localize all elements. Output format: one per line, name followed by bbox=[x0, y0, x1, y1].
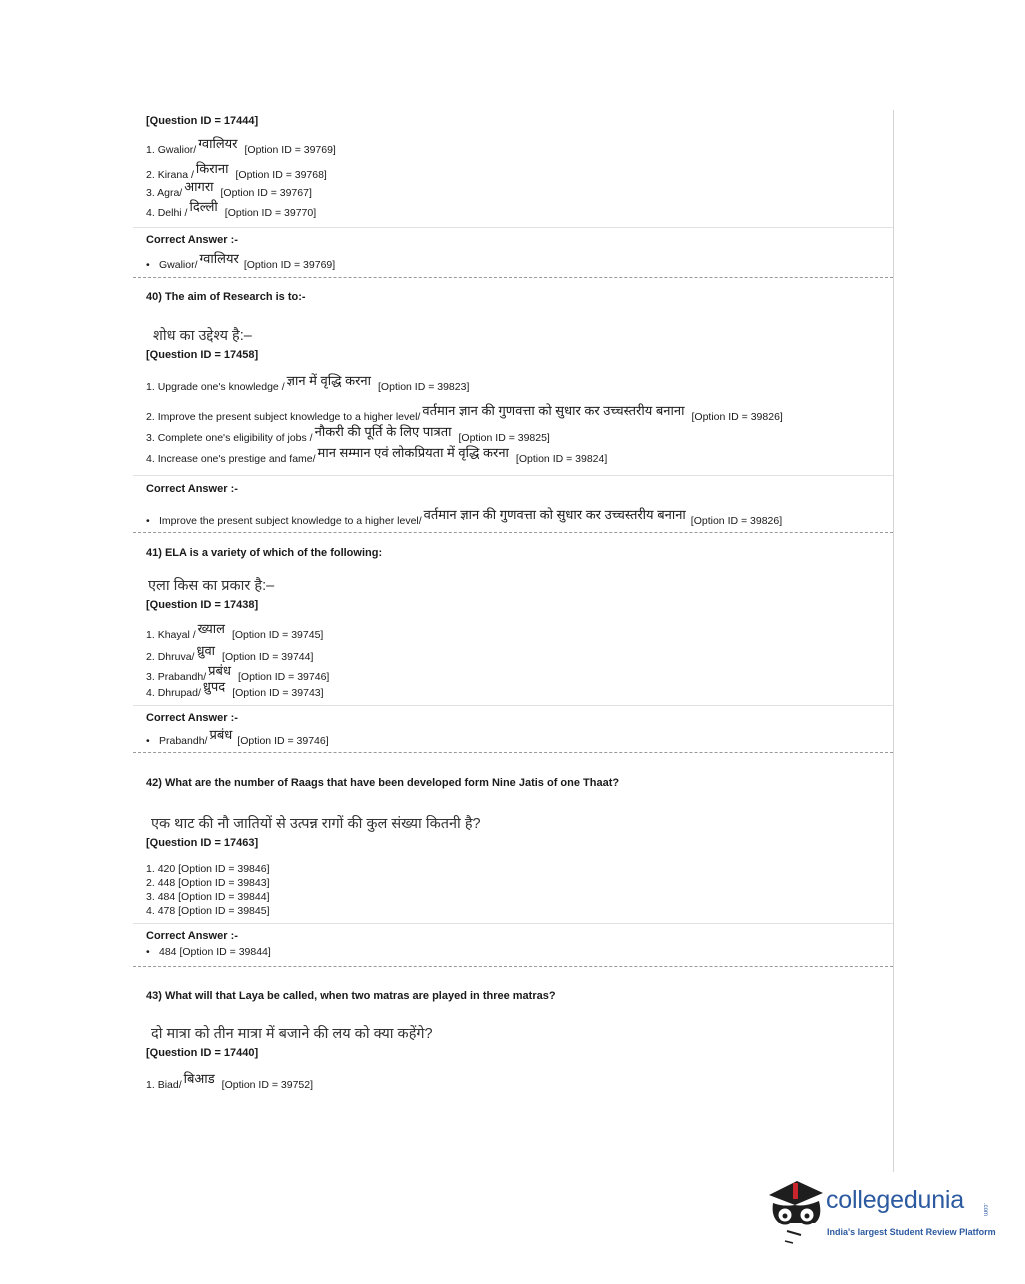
option-id: [Option ID = 39845] bbox=[178, 905, 270, 917]
option-number: 4. bbox=[146, 453, 155, 465]
option-english: Improve the present subject knowledge to a higher level/ bbox=[157, 411, 421, 423]
question-title: 43) What will that Laya be called, when two matras are played in three matras? bbox=[146, 990, 556, 1002]
option-number: 2. bbox=[146, 877, 155, 889]
option-id: [Option ID = 39825] bbox=[458, 432, 550, 444]
option-id: [Option ID = 39844] bbox=[178, 891, 270, 903]
question-40-block bbox=[133, 278, 893, 472]
question-hindi: शोध का उद्देश्य है:– bbox=[153, 328, 252, 344]
correct-answer: • Improve the present subject knowledge to a higher level/ वर्तमान ज्ञान की गुणवत्ता को सुधार कर उच्चस्तरीय बनाना [Option ID = 39826] bbox=[146, 507, 783, 527]
option-hindi: बिआड bbox=[183, 1071, 215, 1086]
option-id: [Option ID = 39746] bbox=[237, 671, 330, 683]
option-id: [Option ID = 39846] bbox=[178, 863, 270, 875]
option-english: Khayal / bbox=[157, 629, 196, 641]
answer-41-block bbox=[133, 706, 893, 752]
option-row bbox=[146, 621, 893, 649]
option-hindi: मान सम्मान एवं लोकप्रियता में वृद्धि करना bbox=[317, 445, 509, 460]
option-number: 4. bbox=[146, 207, 155, 219]
option-english: Prabandh/ bbox=[157, 671, 207, 683]
option-hindi: ज्ञान में वृद्धि करना bbox=[286, 373, 372, 388]
option-english: Complete one's eligibility of jobs / bbox=[157, 432, 313, 444]
option-number: 1. bbox=[146, 629, 155, 641]
question-id: [Question ID = 17458] bbox=[146, 349, 259, 361]
option-row bbox=[146, 862, 893, 876]
correct-answer-label: Correct Answer :- bbox=[146, 712, 238, 724]
option-id: [Option ID = 39824] bbox=[515, 453, 608, 465]
correct-answer-label: Correct Answer :- bbox=[146, 234, 238, 246]
option-english: Biad/ bbox=[157, 1079, 182, 1091]
option-hindi: ग्वालियर bbox=[198, 136, 238, 151]
option-number: 1. bbox=[146, 863, 155, 875]
option-hindi: ध्रुवा bbox=[196, 643, 216, 658]
brand-name: collegedunia bbox=[826, 1186, 964, 1214]
option-english: Dhrupad/ bbox=[157, 687, 201, 699]
option-row bbox=[146, 876, 893, 890]
answer-option-id: [Option ID = 39844] bbox=[179, 946, 271, 958]
answer-hindi: प्रबंध bbox=[209, 727, 233, 742]
question-title: 40) The aim of Research is to:- bbox=[146, 291, 306, 303]
correct-answer-label: Correct Answer :- bbox=[146, 930, 238, 942]
answer-english: Prabandh/ bbox=[159, 735, 208, 747]
answer-hindi: ग्वालियर bbox=[199, 251, 239, 266]
option-row bbox=[146, 373, 893, 404]
question-39-block bbox=[133, 110, 893, 225]
option-number: 4. bbox=[146, 905, 155, 917]
option-row bbox=[146, 424, 893, 451]
option-id: [Option ID = 39745] bbox=[231, 629, 324, 641]
option-id: [Option ID = 39826] bbox=[691, 411, 783, 423]
answer-hindi: वर्तमान ज्ञान की गुणवत्ता को सुधार कर उच्चस्तरीय बनाना bbox=[423, 507, 686, 522]
option-number: 3. bbox=[146, 671, 155, 683]
option-id: [Option ID = 39769] bbox=[244, 144, 336, 156]
option-english: 448 bbox=[157, 877, 176, 889]
answer-40-block bbox=[133, 476, 893, 532]
answer-39-block bbox=[133, 228, 893, 274]
question-title: 42) What are the number of Raags that have been developed form Nine Jatis of one Thaat? bbox=[146, 777, 620, 789]
option-id: [Option ID = 39767] bbox=[220, 187, 312, 199]
answer-option-id: [Option ID = 39769] bbox=[243, 259, 336, 271]
option-english: 420 bbox=[157, 863, 176, 875]
option-row bbox=[146, 890, 893, 904]
option-id: [Option ID = 39770] bbox=[224, 207, 317, 219]
question-id: [Question ID = 17438] bbox=[146, 599, 259, 611]
question-paper-page bbox=[133, 110, 894, 1172]
option-number: 1. bbox=[146, 1079, 155, 1091]
question-id: [Question ID = 17444] bbox=[146, 115, 259, 127]
option-number: 1. bbox=[146, 144, 155, 156]
option-number: 4. bbox=[146, 687, 155, 699]
option-id: [Option ID = 39768] bbox=[235, 169, 327, 181]
answer-english: Gwalior/ bbox=[159, 259, 198, 271]
option-row bbox=[146, 136, 893, 163]
option-english: Upgrade one's knowledge / bbox=[157, 381, 285, 393]
option-number: 2. bbox=[146, 411, 155, 423]
option-hindi: वर्तमान ज्ञान की गुणवत्ता को सुधार कर उच्चस्तरीय बनाना bbox=[422, 403, 685, 418]
option-number: 3. bbox=[146, 432, 155, 444]
answer-option-id: [Option ID = 39746] bbox=[237, 735, 329, 747]
option-id: [Option ID = 39743] bbox=[232, 687, 324, 699]
option-id: [Option ID = 39744] bbox=[222, 651, 314, 663]
option-number: 2. bbox=[146, 651, 155, 663]
option-number: 3. bbox=[146, 187, 155, 199]
question-hindi: एक थाट की नौ जातियों से उत्पन्न रागों की कुल संख्या कितनी है? bbox=[151, 816, 481, 832]
brand-suffix: .com bbox=[982, 1203, 988, 1217]
option-hindi: दिल्ली bbox=[189, 199, 218, 214]
option-number: 3. bbox=[146, 891, 155, 903]
option-hindi: ध्रुपद bbox=[202, 679, 226, 694]
cap-tassel-icon bbox=[793, 1183, 798, 1199]
option-english: Agra/ bbox=[157, 187, 183, 199]
answer-42-block bbox=[133, 924, 893, 966]
option-row bbox=[146, 403, 893, 430]
option-english: Kirana / bbox=[157, 169, 194, 181]
option-english: Gwalior/ bbox=[157, 144, 197, 156]
option-row bbox=[146, 904, 893, 918]
brand-tagline: India's largest Student Review Platform bbox=[827, 1227, 996, 1237]
option-id: [Option ID = 39752] bbox=[221, 1079, 314, 1091]
option-row bbox=[146, 643, 893, 669]
question-hindi: दो मात्रा को तीन मात्रा में बजाने की लय को क्या कहेंगे? bbox=[151, 1026, 433, 1042]
option-id: [Option ID = 39823] bbox=[378, 381, 470, 393]
option-number: 2. bbox=[146, 169, 155, 181]
question-id: [Question ID = 17463] bbox=[146, 837, 259, 849]
option-hindi: ख्याल bbox=[197, 621, 225, 636]
option-row bbox=[146, 179, 893, 205]
option-english: Increase one's prestige and fame/ bbox=[157, 453, 316, 465]
option-english: 478 bbox=[157, 905, 176, 917]
option-hindi: आगरा bbox=[184, 179, 214, 194]
correct-answer: • Gwalior/ ग्वालियर [Option ID = 39769] bbox=[146, 251, 336, 271]
answer-english: Improve the present subject knowledge to a higher level/ bbox=[159, 515, 422, 527]
option-english: Delhi / bbox=[157, 207, 188, 219]
option-row bbox=[146, 199, 893, 225]
question-41-block bbox=[133, 533, 893, 703]
option-row bbox=[146, 161, 893, 185]
correct-answer: • Prabandh/ प्रबंध [Option ID = 39746] bbox=[146, 727, 329, 747]
option-hindi: किराना bbox=[195, 161, 229, 176]
question-title: 41) ELA is a variety of which of the following: bbox=[146, 547, 383, 559]
option-row bbox=[146, 679, 893, 703]
question-43-block bbox=[133, 967, 893, 1099]
option-hindi: नौकरी की पूर्ति के लिए पात्रता bbox=[314, 424, 452, 439]
option-english: 484 bbox=[157, 891, 176, 903]
correct-answer-label: Correct Answer :- bbox=[146, 483, 238, 495]
option-hindi: प्रबंध bbox=[208, 663, 231, 678]
answer-option-id: [Option ID = 39826] bbox=[690, 515, 783, 527]
question-hindi: एला किस का प्रकार है:– bbox=[148, 578, 275, 594]
option-row bbox=[146, 445, 893, 472]
question-42-block bbox=[133, 753, 893, 918]
option-number: 1. bbox=[146, 381, 155, 393]
option-row bbox=[146, 1071, 893, 1099]
option-english: Dhruva/ bbox=[157, 651, 195, 663]
correct-answer: • 484 [Option ID = 39844] bbox=[146, 946, 271, 958]
question-id: [Question ID = 17440] bbox=[146, 1047, 259, 1059]
option-id: [Option ID = 39843] bbox=[178, 877, 270, 889]
option-row bbox=[146, 663, 893, 685]
answer-english: 484 bbox=[159, 946, 177, 958]
